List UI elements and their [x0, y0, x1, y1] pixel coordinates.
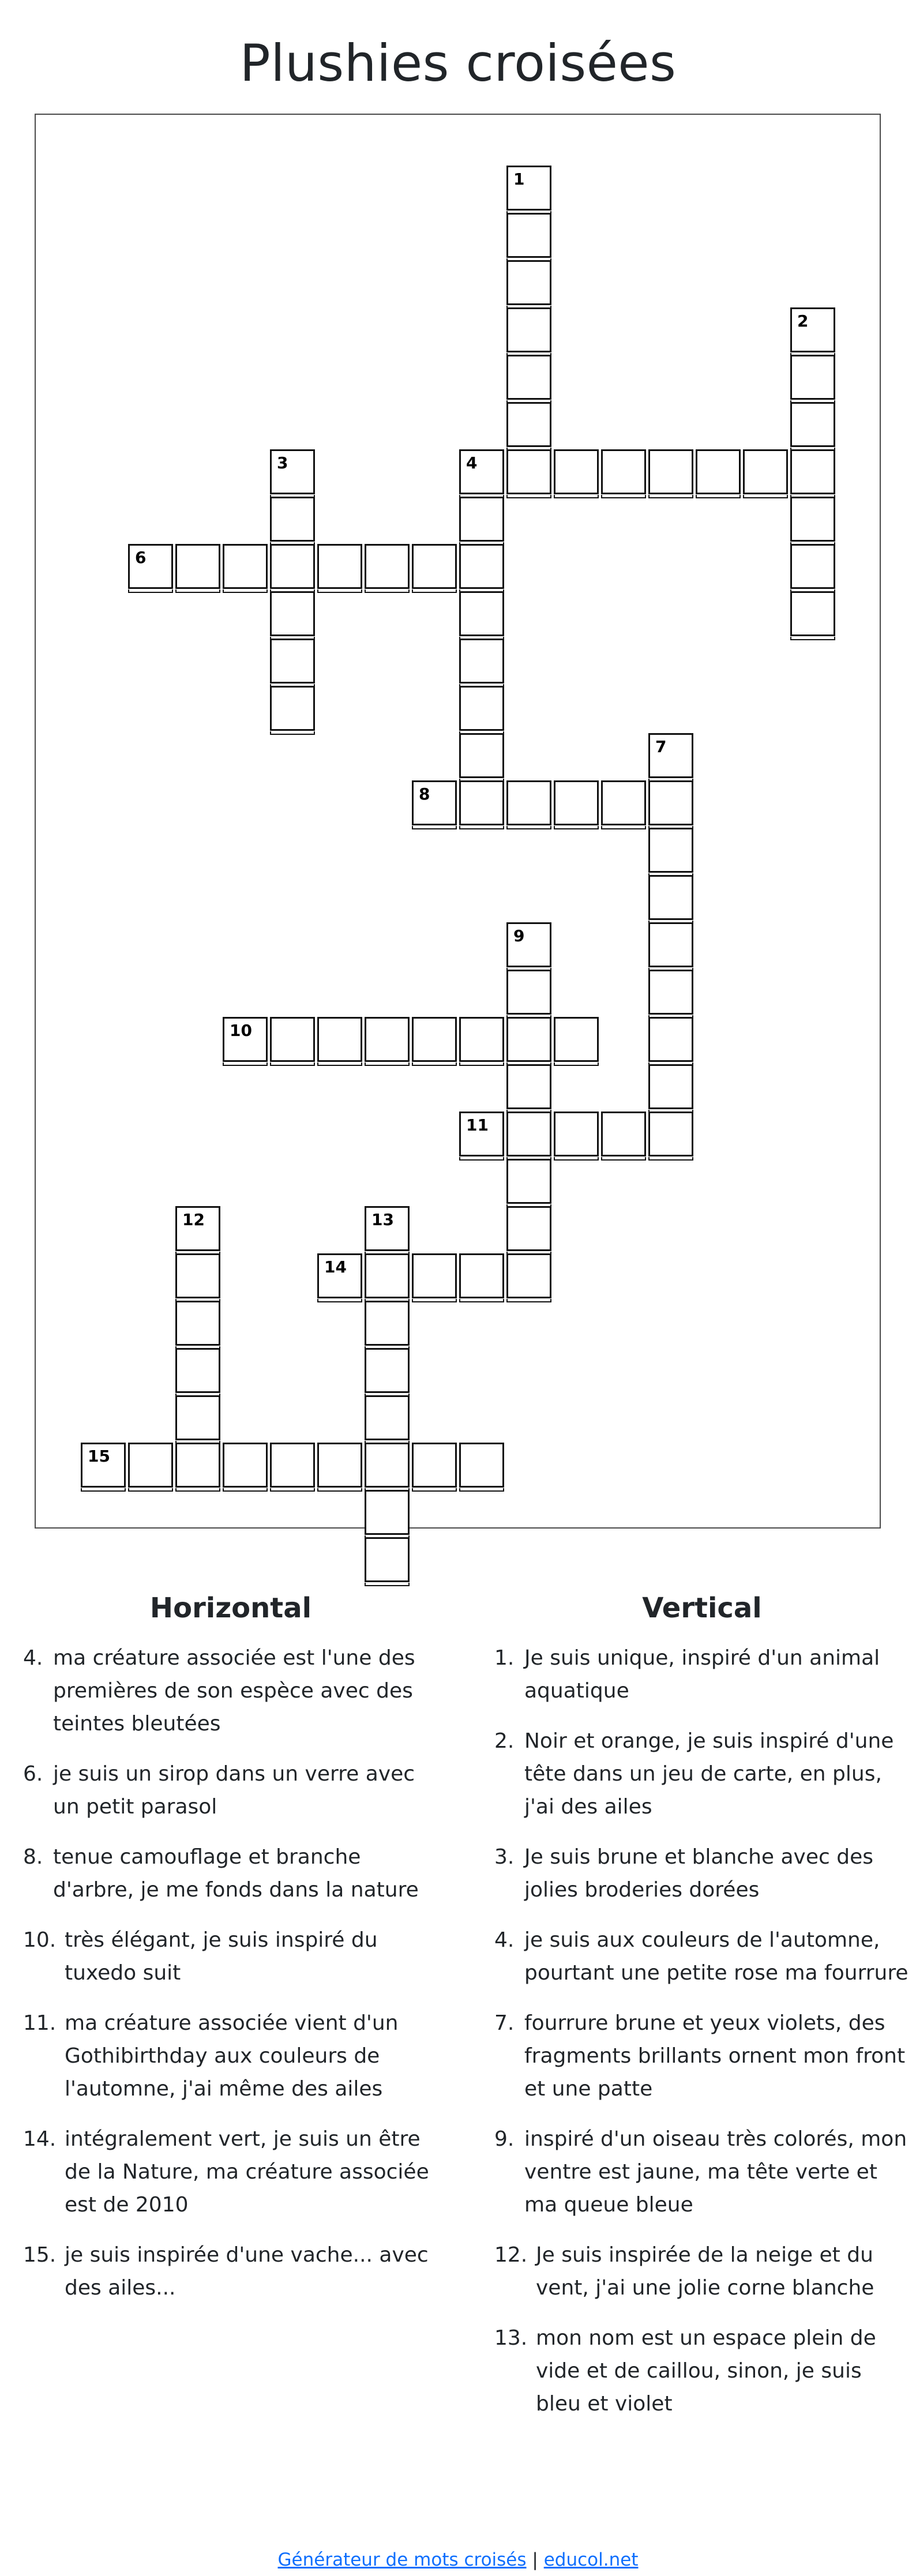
- grid-cell[interactable]: [459, 780, 504, 825]
- grid-cell[interactable]: [459, 497, 504, 542]
- clue-number: 7: [655, 737, 667, 756]
- grid-cell[interactable]: [175, 1253, 220, 1298]
- educol-link[interactable]: educol.net: [543, 2549, 639, 2570]
- grid-cell[interactable]: [412, 1017, 457, 1062]
- grid-cell[interactable]: [506, 260, 551, 305]
- grid-cell[interactable]: [128, 544, 173, 589]
- grid-cell[interactable]: [270, 1017, 315, 1062]
- grid-cell[interactable]: [270, 639, 315, 684]
- grid-cell[interactable]: [81, 1443, 126, 1488]
- grid-cell[interactable]: [365, 1206, 410, 1251]
- clue-number: 2: [797, 311, 809, 331]
- grid-cell[interactable]: [270, 591, 315, 636]
- grid-cell[interactable]: [317, 1443, 362, 1488]
- grid-cell[interactable]: [175, 1206, 220, 1251]
- grid-cell[interactable]: [365, 1395, 410, 1440]
- grid-cell[interactable]: [506, 1206, 551, 1251]
- grid-cell[interactable]: [459, 544, 504, 589]
- grid-cell[interactable]: [270, 497, 315, 542]
- grid-cell[interactable]: [412, 780, 457, 825]
- grid-cell[interactable]: [459, 686, 504, 731]
- grid-cell[interactable]: [270, 1443, 315, 1488]
- clue-item: 2. Noir et orange, je suis inspiré d'une tête dans un jeu de carte, en plus, j'ai des ailes: [494, 1729, 894, 1819]
- crossword-grid: [35, 114, 881, 1529]
- grid-cell[interactable]: [554, 449, 599, 494]
- grid-cell[interactable]: [412, 1253, 457, 1298]
- clue-number: 14: [324, 1257, 347, 1276]
- grid-cell[interactable]: [175, 1348, 220, 1393]
- clue-number: 4: [466, 453, 478, 472]
- clue-number: 11: [466, 1116, 489, 1135]
- grid-cell[interactable]: [270, 449, 315, 494]
- clue-number: 10: [230, 1021, 252, 1040]
- grid-cell[interactable]: [506, 307, 551, 352]
- grid-cell[interactable]: [506, 780, 551, 825]
- clue-number: 13: [371, 1210, 394, 1229]
- grid-cell[interactable]: [506, 1017, 551, 1062]
- grid-cell[interactable]: [601, 780, 646, 825]
- grid-cell[interactable]: [790, 449, 835, 494]
- grid-cell[interactable]: [270, 686, 315, 731]
- grid-cell[interactable]: [648, 875, 693, 920]
- grid-cell[interactable]: [743, 449, 788, 494]
- grid-cell[interactable]: [270, 544, 315, 589]
- grid-cell[interactable]: [648, 1017, 693, 1062]
- clue-number: 6: [135, 548, 147, 567]
- grid-cell[interactable]: [459, 1111, 504, 1156]
- grid-cell[interactable]: [554, 1017, 599, 1062]
- clue-item: 9. inspiré d'un oiseau très colorés, mon ventre est jaune, ma tête verte et ma queue bleue: [494, 2127, 907, 2217]
- grid-cell[interactable]: [223, 544, 268, 589]
- clue-item: 12. Je suis inspirée de la neige et du vent, j'ai une jolie corne blanche: [494, 2243, 874, 2300]
- grid-cell[interactable]: [790, 591, 835, 636]
- grid-cell[interactable]: [790, 402, 835, 447]
- clue-item: 8. tenue camouflage et branche d'arbre, je me fonds dans la nature: [23, 1845, 419, 1902]
- clue-item: 7. fourrure brune et yeux violets, des fragments brillants ornent mon front et une patte: [494, 2011, 906, 2101]
- grid-cell[interactable]: [696, 449, 741, 494]
- grid-cell[interactable]: [790, 355, 835, 400]
- vertical-clues: [494, 1592, 910, 2438]
- grid-cell[interactable]: [459, 1443, 504, 1488]
- grid-cell[interactable]: [506, 970, 551, 1015]
- grid-cell[interactable]: [459, 733, 504, 778]
- grid-cell[interactable]: [506, 1253, 551, 1298]
- grid-cell[interactable]: [601, 1111, 646, 1156]
- grid-cell[interactable]: [506, 213, 551, 258]
- grid-cell[interactable]: [648, 1064, 693, 1109]
- grid-cell[interactable]: [175, 1395, 220, 1440]
- clue-item: 4. je suis aux couleurs de l'automne, pourtant une petite rose ma fourrure: [494, 1928, 909, 1985]
- grid-cell[interactable]: [365, 1537, 410, 1582]
- grid-cell[interactable]: [648, 922, 693, 967]
- horizontal-heading: Horizontal: [149, 1592, 312, 1624]
- grid-cell[interactable]: [601, 449, 646, 494]
- grid-cell[interactable]: [317, 1253, 362, 1298]
- grid-cell[interactable]: [554, 1111, 599, 1156]
- clue-item: 11. ma créature associée vient d'un Gothibirthday aux couleurs de l'automne, j'ai même des ailes: [23, 2011, 399, 2101]
- clue-item: 3. Je suis brune et blanche avec des jolies broderies dorées: [494, 1845, 874, 1902]
- vertical-heading: Vertical: [642, 1592, 762, 1624]
- clue-item: 6. je suis un sirop dans un verre avec un petit parasol: [23, 1762, 415, 1819]
- clue-item: 14. intégralement vert, je suis un être de la Nature, ma créature associée est de 2010: [23, 2127, 429, 2217]
- clue-number: 3: [277, 453, 288, 472]
- clue-number: 1: [513, 170, 525, 189]
- grid-cell[interactable]: [506, 355, 551, 400]
- generator-link[interactable]: Générateur de mots croisés: [277, 2549, 527, 2570]
- footer: [0, 2549, 916, 2570]
- grid-cell[interactable]: [365, 1490, 410, 1535]
- clue-item: 4. ma créature associée est l'une des premières de son espèce avec des teintes bleutées: [23, 1646, 415, 1736]
- grid-cell[interactable]: [506, 1111, 551, 1156]
- clue-item: 10. très élégant, je suis inspiré du tuxedo suit: [23, 1928, 378, 1985]
- grid-cell[interactable]: [506, 1159, 551, 1204]
- grid-cell[interactable]: [459, 1253, 504, 1298]
- clue-item: 1. Je suis unique, inspiré d'un animal aquatique: [494, 1646, 880, 1703]
- clue-number: 12: [182, 1210, 205, 1229]
- grid-cell[interactable]: [365, 1301, 410, 1346]
- grid-cell[interactable]: [459, 449, 504, 494]
- grid-cell[interactable]: [506, 402, 551, 447]
- grid-cell[interactable]: [365, 1017, 410, 1062]
- grid-cell[interactable]: [175, 1443, 220, 1488]
- grid-cell[interactable]: [365, 544, 410, 589]
- grid-cell[interactable]: [412, 544, 457, 589]
- grid-cell[interactable]: [223, 1443, 268, 1488]
- grid-cell[interactable]: [223, 1017, 268, 1062]
- grid-cell[interactable]: [175, 1301, 220, 1346]
- grid-cell[interactable]: [506, 922, 551, 967]
- grid-cell[interactable]: [648, 449, 693, 494]
- grid-cell[interactable]: [128, 1443, 173, 1488]
- clue-item: 15. je suis inspirée d'une vache... avec des ailes...: [23, 2243, 429, 2300]
- grid-cell[interactable]: [648, 828, 693, 873]
- clue-number: 15: [88, 1447, 110, 1466]
- grid-cell[interactable]: [648, 970, 693, 1015]
- clue-item: 13. mon nom est un espace plein de vide et de caillou, sinon, je suis bleu et violet: [494, 2326, 876, 2416]
- grid-cell[interactable]: [365, 1348, 410, 1393]
- clue-number: 8: [419, 784, 430, 803]
- grid-cell[interactable]: [459, 591, 504, 636]
- grid-cell[interactable]: [506, 449, 551, 494]
- grid-cell[interactable]: [365, 1443, 410, 1488]
- horizontal-clues: [23, 1592, 438, 2322]
- grid-cell[interactable]: [790, 307, 835, 352]
- grid-cell[interactable]: [317, 544, 362, 589]
- grid-cell[interactable]: [175, 544, 220, 589]
- grid-cell[interactable]: [459, 1017, 504, 1062]
- grid-cell[interactable]: [365, 1253, 410, 1298]
- grid-cell[interactable]: [790, 497, 835, 542]
- grid-cell[interactable]: [317, 1017, 362, 1062]
- page-title: Plushies croisées: [239, 33, 677, 93]
- grid-cell[interactable]: [648, 780, 693, 825]
- grid-cell[interactable]: [790, 544, 835, 589]
- grid-cell[interactable]: [412, 1443, 457, 1488]
- grid-cell[interactable]: [506, 166, 551, 211]
- grid-cell[interactable]: [648, 1111, 693, 1156]
- grid-cell[interactable]: [506, 1064, 551, 1109]
- grid-cell[interactable]: [459, 639, 504, 684]
- footer-separator: |: [532, 2549, 538, 2570]
- grid-cell[interactable]: [648, 733, 693, 778]
- grid-cell[interactable]: [554, 780, 599, 825]
- clue-number: 9: [513, 926, 525, 945]
